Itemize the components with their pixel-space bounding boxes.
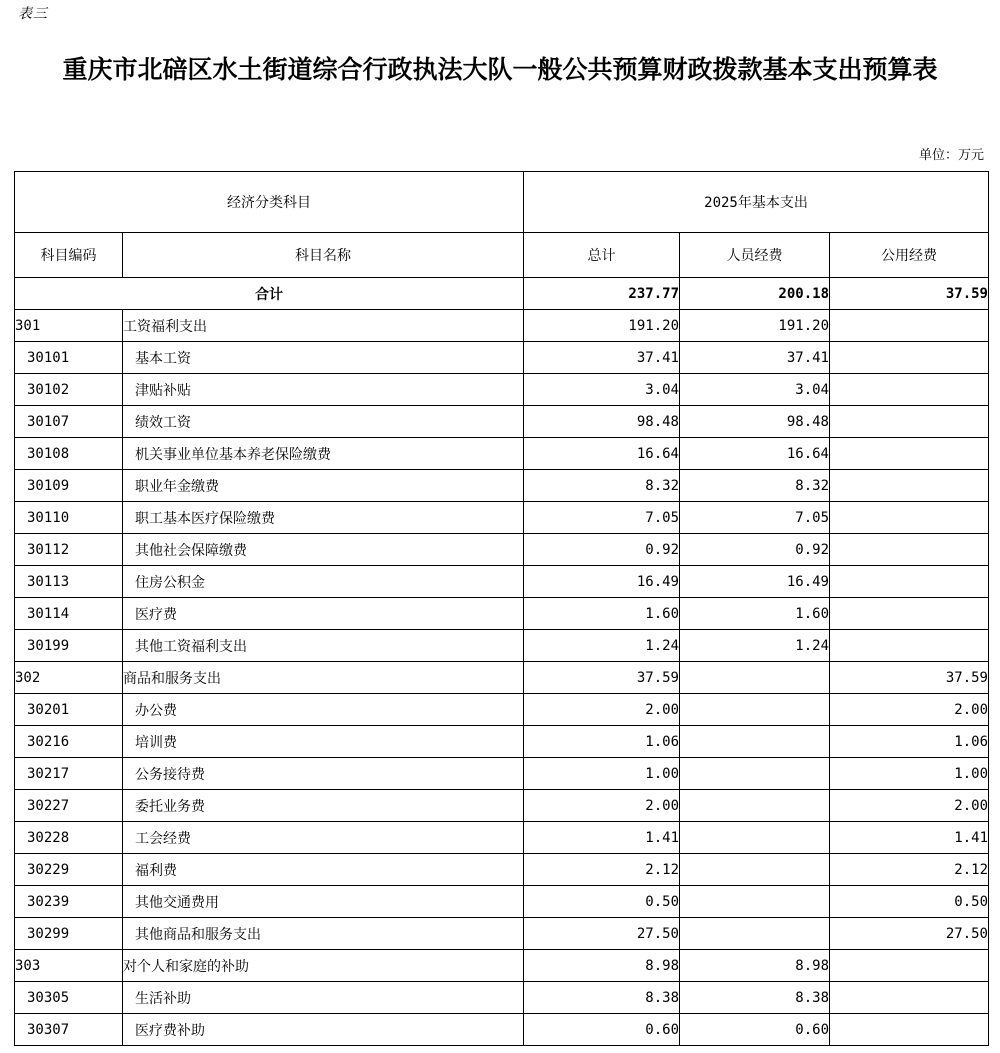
row-code: 30108 <box>15 438 123 470</box>
row-code: 30239 <box>15 886 123 918</box>
row-name: 公务接待费 <box>123 758 524 790</box>
row-code: 30227 <box>15 790 123 822</box>
row-personnel: 1.24 <box>680 630 830 662</box>
row-name: 工资福利支出 <box>123 310 524 342</box>
page-title: 重庆市北碚区水土街道综合行政执法大队一般公共预算财政拨款基本支出预算表 <box>62 55 938 84</box>
row-public <box>830 534 989 566</box>
row-public: 0.50 <box>830 886 989 918</box>
row-code: 30216 <box>15 726 123 758</box>
table-row <box>15 470 989 502</box>
header-total: 总计 <box>524 233 680 278</box>
row-personnel: 37.41 <box>680 342 830 374</box>
row-total: 2.00 <box>524 790 680 822</box>
row-personnel <box>680 758 830 790</box>
row-code: 30305 <box>15 982 123 1014</box>
row-name: 其他交通费用 <box>123 886 524 918</box>
budget-table <box>14 171 989 1046</box>
row-total: 3.04 <box>524 374 680 406</box>
row-personnel <box>680 694 830 726</box>
table-row <box>15 790 989 822</box>
row-personnel <box>680 918 830 950</box>
row-total: 1.06 <box>524 726 680 758</box>
table-row <box>15 918 989 950</box>
row-public: 1.06 <box>830 726 989 758</box>
table-row <box>15 630 989 662</box>
row-personnel: 191.20 <box>680 310 830 342</box>
row-code: 30114 <box>15 598 123 630</box>
row-name: 职工基本医疗保险缴费 <box>123 502 524 534</box>
row-public <box>830 950 989 982</box>
table-row <box>15 374 989 406</box>
row-code: 30113 <box>15 566 123 598</box>
table-row <box>15 598 989 630</box>
row-name: 对个人和家庭的补助 <box>123 950 524 982</box>
row-name: 其他社会保障缴费 <box>123 534 524 566</box>
row-name: 其他工资福利支出 <box>123 630 524 662</box>
table-row <box>15 566 989 598</box>
row-public <box>830 982 989 1014</box>
table-number: 表三 <box>18 6 48 22</box>
row-personnel <box>680 854 830 886</box>
row-personnel: 16.49 <box>680 566 830 598</box>
row-total: 191.20 <box>524 310 680 342</box>
row-public: 27.50 <box>830 918 989 950</box>
row-total: 37.59 <box>524 662 680 694</box>
total-label: 合计 <box>15 278 524 310</box>
row-name: 福利费 <box>123 854 524 886</box>
row-total: 27.50 <box>524 918 680 950</box>
total-row <box>15 278 989 310</box>
table-row <box>15 1014 989 1046</box>
row-personnel: 8.38 <box>680 982 830 1014</box>
row-code: 30229 <box>15 854 123 886</box>
row-name: 职业年金缴费 <box>123 470 524 502</box>
row-public: 2.12 <box>830 854 989 886</box>
row-personnel: 1.60 <box>680 598 830 630</box>
row-name: 绩效工资 <box>123 406 524 438</box>
row-code: 30102 <box>15 374 123 406</box>
unit-note: 单位：万元 <box>918 148 984 163</box>
table-row <box>15 950 989 982</box>
table-row <box>15 758 989 790</box>
row-public <box>830 630 989 662</box>
row-public <box>830 470 989 502</box>
row-total: 8.98 <box>524 950 680 982</box>
row-total: 1.41 <box>524 822 680 854</box>
table-row <box>15 342 989 374</box>
row-name: 医疗费补助 <box>123 1014 524 1046</box>
table-row <box>15 662 989 694</box>
row-code: 30101 <box>15 342 123 374</box>
row-public <box>830 566 989 598</box>
row-public <box>830 310 989 342</box>
row-total: 0.50 <box>524 886 680 918</box>
row-name: 工会经费 <box>123 822 524 854</box>
row-personnel: 0.60 <box>680 1014 830 1046</box>
row-total: 98.48 <box>524 406 680 438</box>
header-budget-2025: 2025年基本支出 <box>524 172 989 233</box>
row-name: 住房公积金 <box>123 566 524 598</box>
row-personnel: 8.98 <box>680 950 830 982</box>
row-public: 1.41 <box>830 822 989 854</box>
row-total: 16.49 <box>524 566 680 598</box>
total-public: 37.59 <box>830 278 989 310</box>
row-public: 2.00 <box>830 694 989 726</box>
row-total: 8.32 <box>524 470 680 502</box>
row-total: 1.60 <box>524 598 680 630</box>
row-code: 30228 <box>15 822 123 854</box>
row-name: 办公费 <box>123 694 524 726</box>
row-personnel: 3.04 <box>680 374 830 406</box>
row-total: 7.05 <box>524 502 680 534</box>
row-code: 30299 <box>15 918 123 950</box>
row-personnel: 0.92 <box>680 534 830 566</box>
row-name: 培训费 <box>123 726 524 758</box>
row-personnel: 98.48 <box>680 406 830 438</box>
row-public <box>830 1014 989 1046</box>
table-row <box>15 886 989 918</box>
row-public: 37.59 <box>830 662 989 694</box>
row-total: 0.92 <box>524 534 680 566</box>
row-total: 16.64 <box>524 438 680 470</box>
header-code: 科目编码 <box>15 233 123 278</box>
row-code: 30307 <box>15 1014 123 1046</box>
row-code: 30199 <box>15 630 123 662</box>
header-personnel: 人员经费 <box>680 233 830 278</box>
row-name: 津贴补贴 <box>123 374 524 406</box>
header-row-1 <box>15 172 989 233</box>
row-total: 1.00 <box>524 758 680 790</box>
row-name: 医疗费 <box>123 598 524 630</box>
row-public: 2.00 <box>830 790 989 822</box>
header-economic-class: 经济分类科目 <box>15 172 524 233</box>
row-name: 其他商品和服务支出 <box>123 918 524 950</box>
row-code: 30107 <box>15 406 123 438</box>
row-personnel <box>680 886 830 918</box>
row-code: 30109 <box>15 470 123 502</box>
row-total: 2.00 <box>524 694 680 726</box>
row-public: 1.00 <box>830 758 989 790</box>
table-row <box>15 438 989 470</box>
row-personnel: 7.05 <box>680 502 830 534</box>
header-public: 公用经费 <box>830 233 989 278</box>
table-row <box>15 822 989 854</box>
row-public <box>830 598 989 630</box>
row-total: 1.24 <box>524 630 680 662</box>
row-code: 30110 <box>15 502 123 534</box>
table-row <box>15 726 989 758</box>
row-name: 商品和服务支出 <box>123 662 524 694</box>
table-row <box>15 694 989 726</box>
row-public <box>830 502 989 534</box>
row-public <box>830 406 989 438</box>
row-public <box>830 342 989 374</box>
row-code: 302 <box>15 662 123 694</box>
row-name: 机关事业单位基本养老保险缴费 <box>123 438 524 470</box>
row-public <box>830 374 989 406</box>
row-name: 基本工资 <box>123 342 524 374</box>
row-total: 8.38 <box>524 982 680 1014</box>
table-row <box>15 502 989 534</box>
row-total: 37.41 <box>524 342 680 374</box>
row-total: 2.12 <box>524 854 680 886</box>
table-row <box>15 854 989 886</box>
row-public <box>830 438 989 470</box>
row-personnel <box>680 662 830 694</box>
row-code: 30217 <box>15 758 123 790</box>
row-code: 303 <box>15 950 123 982</box>
header-row-2 <box>15 233 989 278</box>
header-name: 科目名称 <box>123 233 524 278</box>
total-sum: 237.77 <box>524 278 680 310</box>
row-code: 30201 <box>15 694 123 726</box>
row-personnel: 16.64 <box>680 438 830 470</box>
row-personnel: 8.32 <box>680 470 830 502</box>
row-code: 30112 <box>15 534 123 566</box>
row-personnel <box>680 822 830 854</box>
row-name: 委托业务费 <box>123 790 524 822</box>
total-personnel: 200.18 <box>680 278 830 310</box>
table-row <box>15 982 989 1014</box>
row-name: 生活补助 <box>123 982 524 1014</box>
row-code: 301 <box>15 310 123 342</box>
row-personnel <box>680 726 830 758</box>
table-row <box>15 406 989 438</box>
table-row <box>15 310 989 342</box>
row-personnel <box>680 790 830 822</box>
row-total: 0.60 <box>524 1014 680 1046</box>
table-row <box>15 534 989 566</box>
